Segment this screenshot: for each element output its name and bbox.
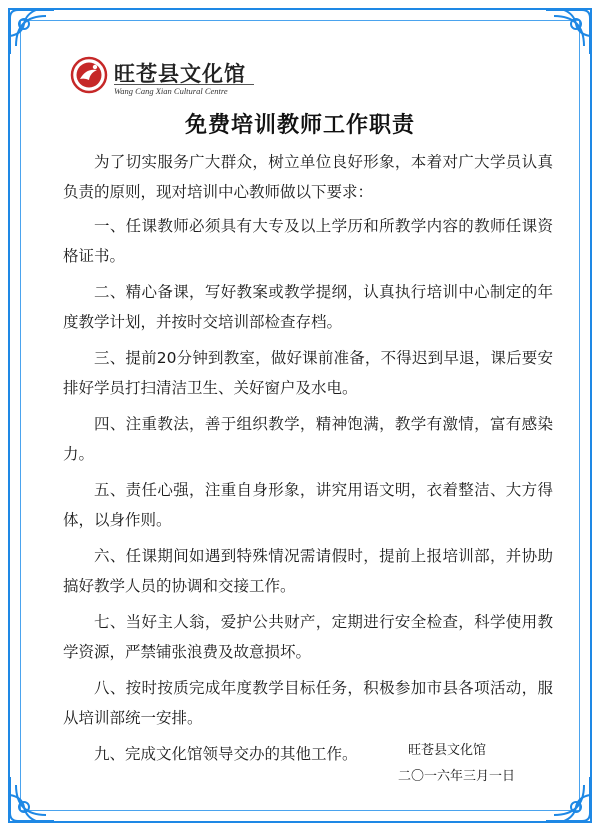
corner-ornament-icon <box>6 6 58 58</box>
document-body <box>63 147 553 775</box>
duty-item: 七、当好主人翁，爱护公共财产，定期进行安全检查，科学使用教学资源，严禁铺张浪费及故意损坏。 <box>63 613 553 661</box>
duty-item: 四、注重教法，善于组织教学，精神饱满，教学有激情，富有感染力。 <box>63 415 553 463</box>
document-title: 免费培训教师工作职责 <box>184 112 415 138</box>
logo-name: 旺苍县文化馆 <box>114 62 246 86</box>
logo <box>70 52 270 100</box>
duty-item: 五、责任心强，注重自身形象，讲究用语文明，衣着整洁、大方得体，以身作则。 <box>63 481 553 529</box>
signature-date: 二〇一六年三月一日 <box>398 769 516 784</box>
corner-ornament-icon <box>542 773 594 825</box>
intro-paragraph: 为了切实服务广大群众，树立单位良好形象，本着对广大学员认真负责的原则，现对培训中心教师做以下要求： <box>63 153 553 201</box>
corner-ornament-icon <box>6 773 58 825</box>
signature-organization: 旺苍县文化馆 <box>408 743 487 758</box>
culture-centre-emblem-icon <box>70 56 108 94</box>
corner-ornament-icon <box>542 6 594 58</box>
duty-item: 三、提前20分钟到教室，做好课前准备，不得迟到早退，课后要安排好学员打扫清洁卫生、关好窗户及水电。 <box>63 349 553 397</box>
duty-item: 一、任课教师必须具有大专及以上学历和所教学内容的教师任课资格证书。 <box>63 217 553 265</box>
duty-item: 二、精心备课，写好教案或教学提纲，认真执行培训中心制定的年度教学计划，并按时交培训部检查存档。 <box>63 283 553 331</box>
duty-item: 九、完成文化馆领导交办的其他工作。 <box>94 745 358 763</box>
duty-item: 八、按时按质完成年度教学目标任务，积极参加市县各项活动，服从培训部统一安排。 <box>63 679 553 727</box>
duty-item: 六、任课期间如遇到特殊情况需请假时，提前上报培训部，并协助搞好教学人员的协调和交接工作。 <box>63 547 553 595</box>
logo-english-name: Wang Cang Xian Cultural Centre <box>114 84 254 96</box>
